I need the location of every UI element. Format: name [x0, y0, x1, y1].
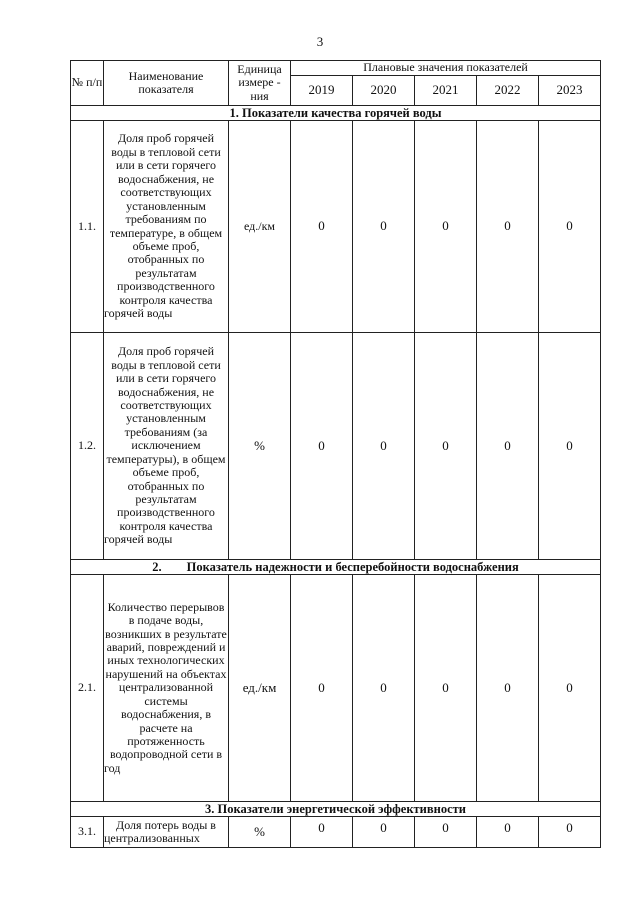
row-unit: ед./км [229, 575, 291, 802]
section-title: 1. Показатели качества горячей воды [71, 106, 601, 121]
header-number: № п/п [71, 61, 104, 106]
row-value: 0 [291, 575, 353, 802]
indicators-table [70, 60, 601, 848]
row-value: 0 [415, 575, 477, 802]
row-value: 0 [539, 575, 601, 802]
header-year: 2021 [415, 76, 477, 106]
row-value: 0 [353, 333, 415, 560]
row-value: 0 [291, 817, 353, 848]
row-name: Доля проб горячей воды в тепловой сети или в сети горячего водоснабжения, не соответствующих установленным требованиям (за исключением температуры), в общем объеме проб, отобранных по результатам производственного контроля качества горячей воды [104, 333, 229, 560]
row-value: 0 [291, 333, 353, 560]
row-name: Доля проб горячей воды в тепловой сети или в сети горячего водоснабжения, не соответствующих установленным требованиям по температуре, в общем объеме проб, отобранных по результатам производственного контроля качества горячей воды [104, 121, 229, 333]
header-year: 2022 [477, 76, 539, 106]
row-value: 0 [539, 121, 601, 333]
row-value: 0 [291, 121, 353, 333]
row-value: 0 [477, 575, 539, 802]
row-number: 1.1. [71, 121, 104, 333]
table-row [71, 575, 601, 802]
row-number: 2.1. [71, 575, 104, 802]
page-number: 3 [316, 34, 324, 49]
header-year: 2020 [353, 76, 415, 106]
row-unit: ед./км [229, 121, 291, 333]
row-value: 0 [353, 817, 415, 848]
row-value: 0 [539, 817, 601, 848]
row-value: 0 [353, 575, 415, 802]
row-value: 0 [477, 817, 539, 848]
row-value: 0 [477, 121, 539, 333]
row-value: 0 [415, 333, 477, 560]
row-name: Доля потерь воды в централизованных [104, 817, 229, 848]
table-row [71, 333, 601, 560]
row-value: 0 [415, 817, 477, 848]
row-number: 3.1. [71, 817, 104, 848]
header-year: 2019 [291, 76, 353, 106]
header-planned-values: Плановые значения показателей [291, 61, 601, 76]
row-value: 0 [353, 121, 415, 333]
section-title: 2. Показатель надежности и бесперебойности водоснабжения [71, 560, 601, 575]
table-row [71, 817, 601, 848]
header-unit: Единица измере - ния [229, 61, 291, 106]
row-number: 1.2. [71, 333, 104, 560]
header-year: 2023 [539, 76, 601, 106]
header-name: Наименование показателя [104, 61, 229, 106]
row-name: Количество перерывов в подаче воды, возникших в результате аварий, повреждений и иных технологических нарушений на объектах централизованной системы водоснабжения, в расчете на протяженность водопроводной сети в год [104, 575, 229, 802]
row-value: 0 [539, 333, 601, 560]
row-unit: % [229, 333, 291, 560]
row-value: 0 [415, 121, 477, 333]
table-row [71, 121, 601, 333]
row-value: 0 [477, 333, 539, 560]
section-title: 3. Показатели энергетической эффективности [71, 802, 601, 817]
row-unit: % [229, 817, 291, 848]
